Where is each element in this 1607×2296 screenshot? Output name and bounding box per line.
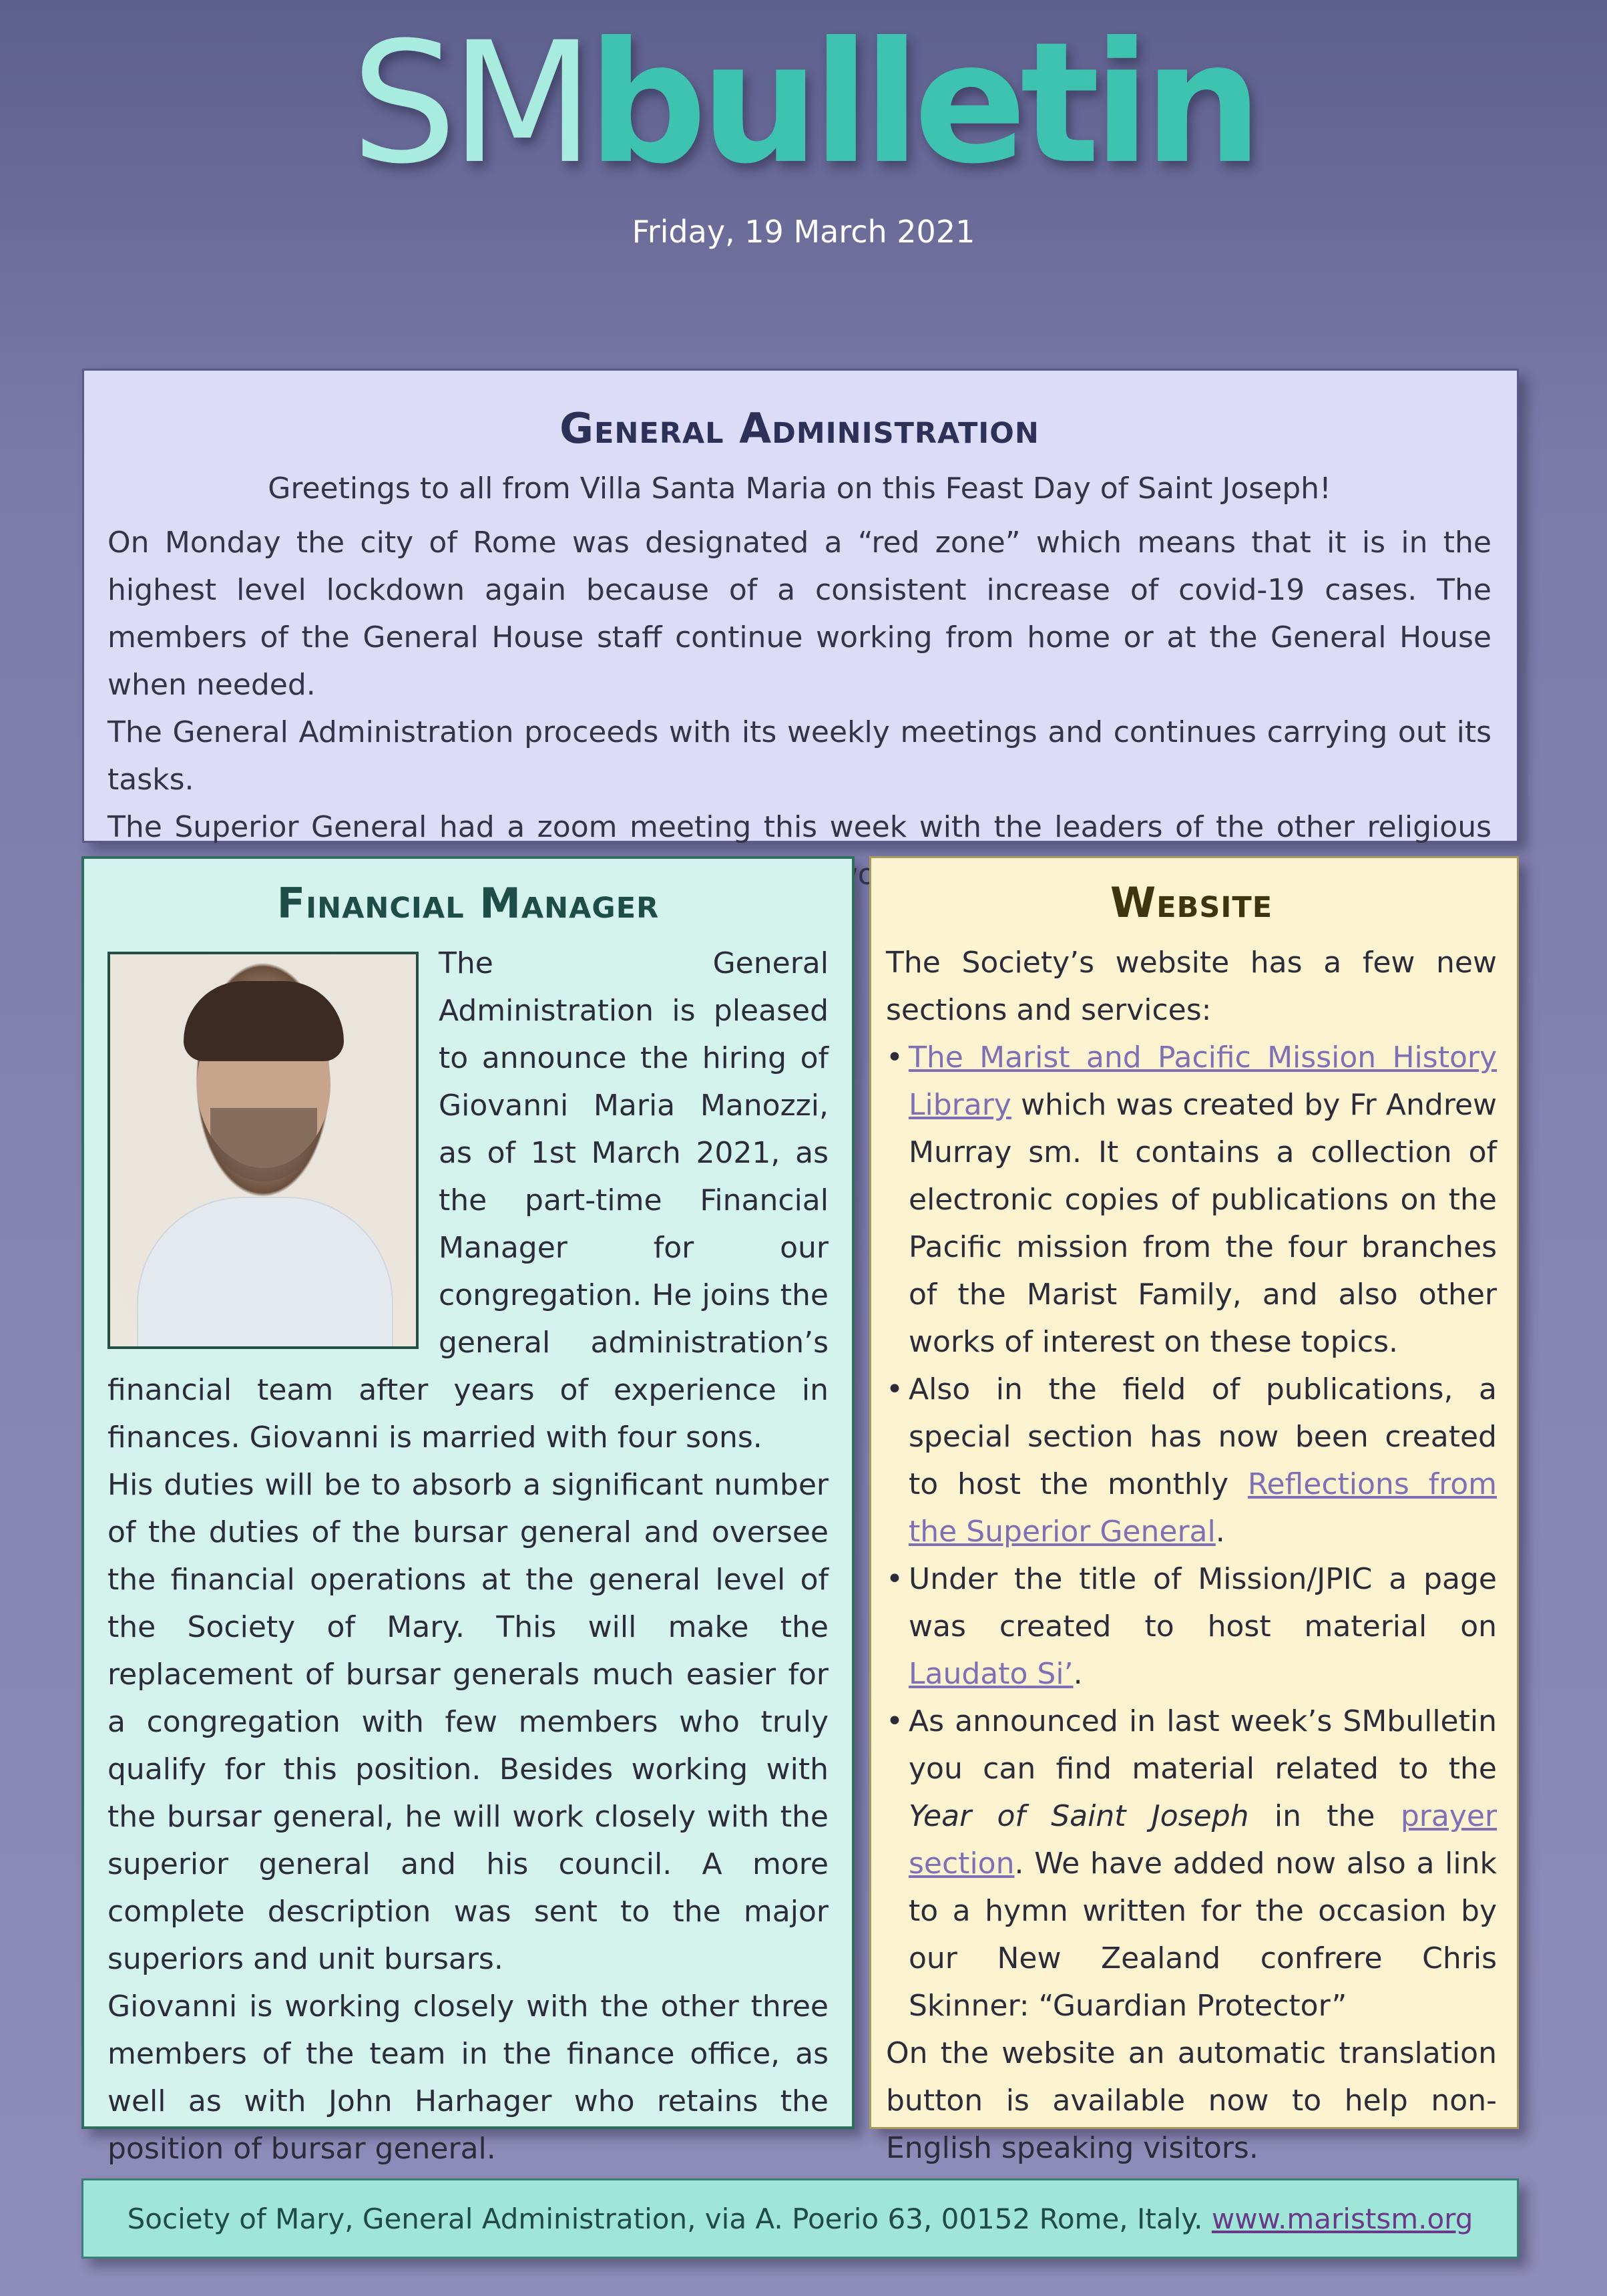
- reflections-link[interactable]: Reflections from the Superior General: [909, 1467, 1497, 1549]
- list-item: [909, 1555, 1497, 1698]
- fm-paragraph-3: Giovanni is working closely with the other three members of the team in the finance office, as well as with John Harhager who retains the position of bursar general.: [107, 1989, 829, 2166]
- list-item-text: . We have added now also a link to a hymn written for the occasion by our New Zealand confrere Chris Skinner: “Guardian Protector”: [909, 1847, 1497, 2023]
- issue-date: Friday, 19 March 2021: [632, 214, 975, 250]
- footer-address: Society of Mary, General Administration, via A. Poerio 63, 00152 Rome, Italy.: [127, 2202, 1212, 2235]
- logo-bulletin: bulletin: [588, 6, 1256, 200]
- list-item: [909, 1366, 1497, 1555]
- financial-manager-title: Financial Manager: [276, 879, 660, 928]
- fm-paragraph-1: The General Administration is pleased to announce the hiring of Giovanni Maria Manozzi, as of 1st March 2021, as the part-time Financial Manager for our congregation. He joins the general administration’s financial team after years of experience in finances. Giovanni is married with four sons.: [107, 946, 829, 1455]
- history-library-link[interactable]: The Marist and Pacific Mission History Library: [909, 1040, 1497, 1122]
- list-item-text: As announced in last week’s SMbulletin you can find material related to the: [909, 1704, 1497, 1786]
- list-item-text: which was created by Fr Andrew Murray sm. It contains a collection of electronic copies of publications on the Pacific mission from the four branches of the Marist Family, and also other works of interest on these topics.: [909, 1088, 1497, 1359]
- list-item: [909, 1034, 1497, 1366]
- masthead: [0, 6, 1607, 250]
- footer-website-link[interactable]: www.maristsm.org: [1211, 2202, 1473, 2235]
- list-item-text: Under the title of Mission/JPIC a page was created to host material on: [909, 1562, 1497, 1644]
- general-administration-title: General Administration: [559, 404, 1040, 453]
- footer: [81, 2178, 1519, 2259]
- list-item-text: .: [1073, 1657, 1083, 1691]
- general-administration-section: [82, 369, 1519, 843]
- website-section: [869, 856, 1519, 2165]
- website-outro: On the website an automatic translation button is available now to help non-English speaking visitors.: [886, 2036, 1497, 2165]
- website-intro: The Society’s website has a few new sections and services:: [886, 946, 1497, 1027]
- list-item-text: in the: [1248, 1799, 1401, 1833]
- person-photo: [107, 952, 419, 1349]
- laudato-si-link[interactable]: Laudato Si’: [909, 1657, 1074, 1691]
- website-title: Website: [1110, 878, 1273, 927]
- website-list: [886, 1034, 1497, 2030]
- list-item-text: .: [1215, 1515, 1225, 1549]
- greeting: Greetings to all from Villa Santa Maria on this Feast Day of Saint Joseph!: [268, 471, 1331, 506]
- list-item: [909, 1698, 1497, 2030]
- list-item-text: Also in the field of publications, a special section has now been created to host the monthly: [909, 1372, 1497, 1501]
- logo-sm: SM: [351, 6, 588, 200]
- financial-manager-section: [81, 856, 855, 2166]
- year-of-saint-joseph-text: Year of Saint Joseph: [909, 1799, 1249, 1833]
- prayer-section-link[interactable]: prayer section: [909, 1799, 1497, 1881]
- ga-paragraph-2: The General Administration proceeds with its weekly meetings and continues carrying out its tasks.: [107, 715, 1491, 797]
- logo: [0, 6, 1607, 200]
- ga-paragraph-1: On Monday the city of Rome was designated a “red zone” which means that it is in the highest level lockdown again because of a consistent increase of covid-19 cases. The members of the General House staff continue working from home or at the General House when needed.: [107, 526, 1491, 702]
- fm-paragraph-2: His duties will be to absorb a significant number of the duties of the bursar general and oversee the financial operations at the general level of the Society of Mary. This will make the replacement of bursar generals much easier for a congregation with few members who truly qualify for this position. Besides working with the bursar general, he will work closely with the superior general and his council. A more complete description was sent to the major superiors and unit bursars.: [107, 1468, 829, 1976]
- ga-paragraph-3: The Superior General had a zoom meeting this week with the leaders of the other religious: [107, 810, 1491, 844]
- footer-text: [128, 2203, 1473, 2235]
